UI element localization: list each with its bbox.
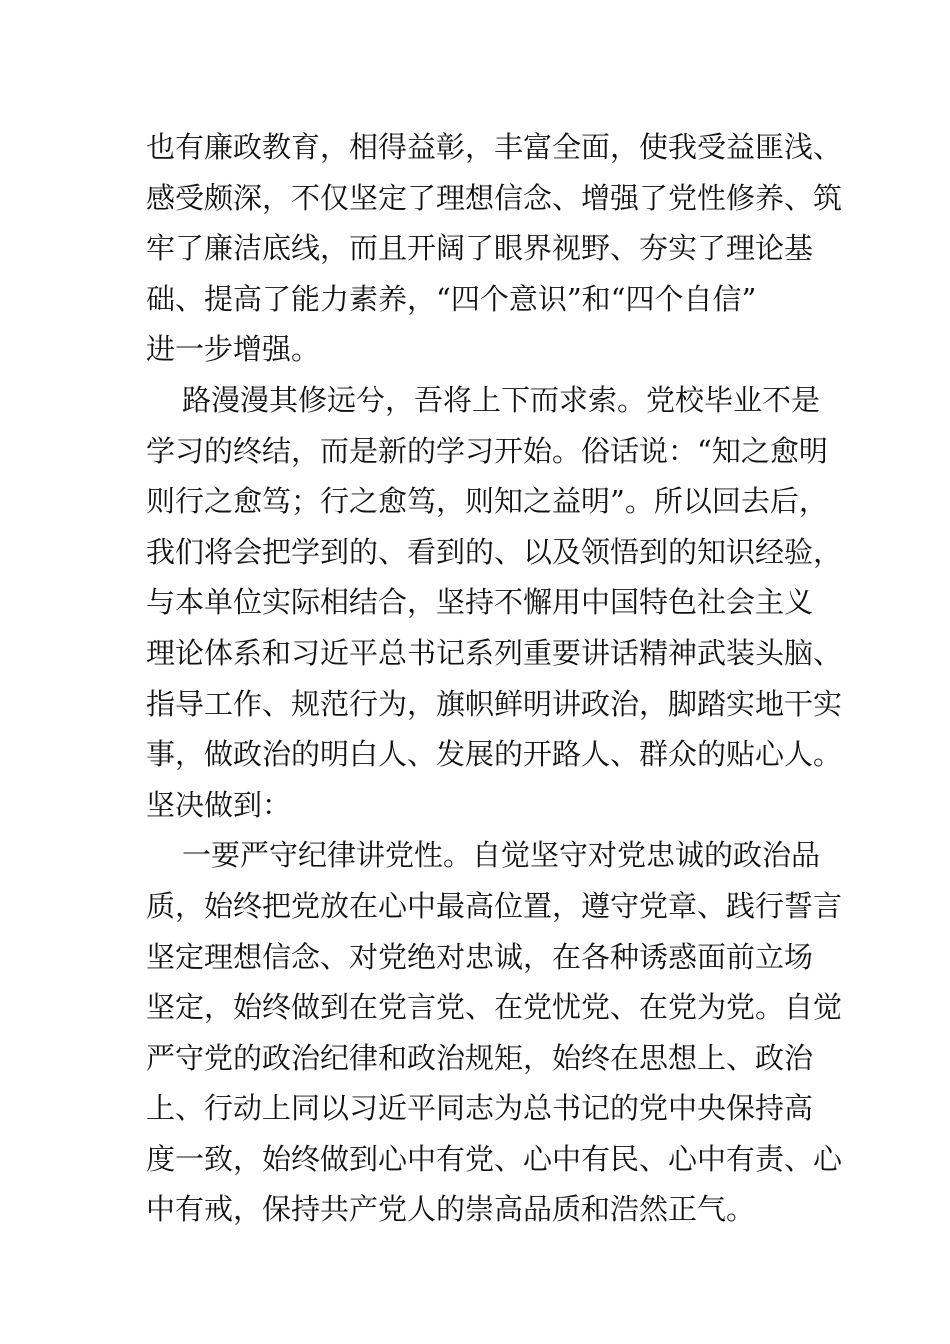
text-line: 牢了廉洁底线，而且开阔了眼界视野、夯实了理论基 [146, 231, 814, 266]
text-line: 度一致，始终做到心中有党、心中有民、心中有责、心 [146, 1141, 843, 1176]
text-line: 事，做政治的明白人、发展的开路人、群众的贴心人。 [146, 737, 843, 772]
text-line: 则行之愈笃；行之愈笃，则知之益明”。所以回去后， [146, 484, 828, 519]
text-line: 感受颇深，不仅坚定了理想信念、增强了党性修养、筑 [146, 180, 843, 215]
text-line: 上、行动上同以习近平同志为总书记的党中央保持高 [146, 1091, 814, 1126]
text-line: 中有戒，保持共产党人的崇高品质和浩然正气。 [146, 1192, 756, 1227]
paragraph-first-line: 路漫漫其修远兮，吾将上下而求索。党校毕业不是 [182, 382, 821, 417]
body-text [146, 122, 843, 1235]
text-line: 与本单位实际相结合，坚持不懈用中国特色社会主义 [146, 585, 814, 620]
text-line: 指导工作、规范行为，旗帜鲜明讲政治，脚踏实地干实 [146, 686, 843, 721]
text-line: 础、提高了能力素养，“四个意识”和“四个自信” [146, 281, 757, 316]
text-line: 坚决做到： [146, 787, 292, 822]
paragraph-first-line: 一要严守纪律讲党性。自觉坚守对党忠诚的政治品 [182, 838, 821, 873]
text-line: 坚定，始终做到在党言党、在党忧党、在党为党。自觉 [146, 990, 843, 1025]
text-line: 坚定理想信念、对党绝对忠诚，在各种诱惑面前立场 [146, 939, 814, 974]
text-line: 理论体系和习近平总书记系列重要讲话精神武装头脑、 [146, 635, 843, 670]
text-line: 进一步增强。 [146, 332, 321, 367]
text-line: 我们将会把学到的、看到的、以及领悟到的知识经验， [146, 534, 843, 569]
text-line: 质，始终把党放在心中最高位置，遵守党章、践行誓言 [146, 888, 843, 923]
text-line: 也有廉政教育，相得益彰，丰富全面，使我受益匪浅、 [146, 130, 843, 164]
text-line: 严守党的政治纪律和政治规矩，始终在思想上、政治 [146, 1040, 814, 1075]
text-line: 学习的终结，而是新的学习开始。俗话说：“知之愈明 [146, 433, 828, 468]
